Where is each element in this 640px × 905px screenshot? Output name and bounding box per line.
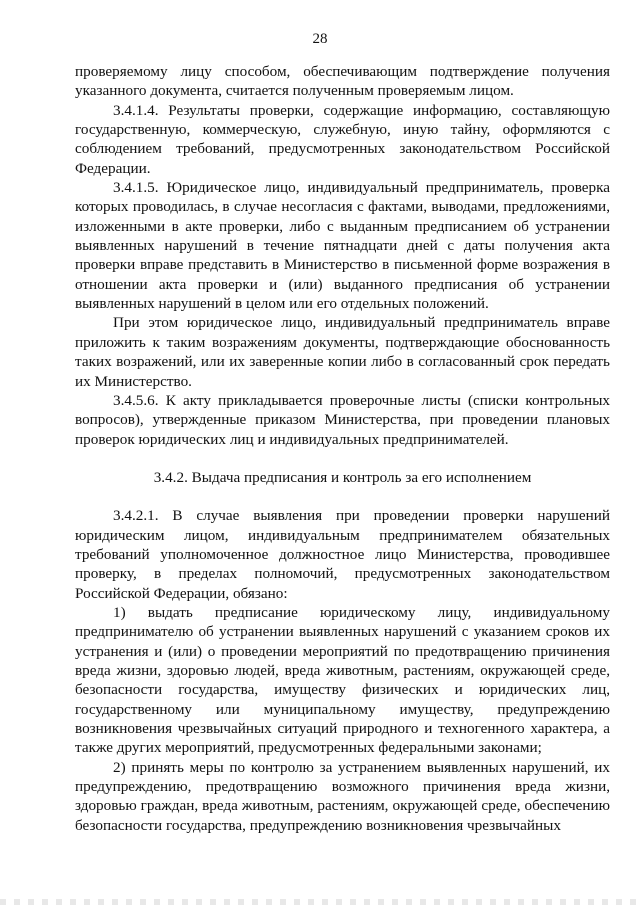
paragraph-3-4-1-4: 3.4.1.4. Результаты проверки, содержащие информацию, составляющую государственную, коммерческую, служебную, иную тайну, оформляются с соблюдением требований, предусмотренных законодательством Российской Федерации. [75, 101, 610, 177]
list-item-2: 2) принять меры по контролю за устранением выявленных нарушений, их предупреждению, предотвращению возможного причинения вреда жизни, здоровью граждан, вреда животным, растениям, окружающей среде, обеспечению безопасности государства, предупреждению возникновения чрезвычайных [75, 758, 610, 834]
paragraph-objections: При этом юридическое лицо, индивидуальный предприниматель вправе приложить к таким возражениям документы, подтверждающие обоснованность таких возражений, или их заверенные копии либо в согласованный срок передать их Министерство. [75, 314, 610, 390]
section-heading: 3.4.2. Выдача предписания и контроль за его исполнением [153, 468, 532, 486]
document-body [75, 62, 610, 835]
page-number: 28 [312, 31, 328, 47]
paragraph-continuation: проверяемому лицу способом, обеспечивающим подтверждение получения указанного документа, считается полученным проверяемым лицом. [75, 63, 610, 100]
paragraph-3-4-1-5: 3.4.1.5. Юридическое лицо, индивидуальный предприниматель, проверка которых проводилась, в случае несогласия с фактами, выводами, предложениями, изложенными в акте проверки, либо с выданным предписанием об устранении выявленных нарушений в течение пятнадцати дней с даты получения акта проверки вправе представить в Министерство в письменной форме возражения в отношении акта проверки и (или) выданного предписания об устранении выявленных нарушений в целом или его отдельных положений. [75, 179, 610, 313]
list-item-1: 1) выдать предписание юридическому лицу, индивидуальному предпринимателю об устранении выявленных нарушений с указанием сроков их устранения и (или) о проведении мероприятий по предотвращению причинения вреда жизни, здоровью людей, вреда животным, растениям, окружающей среде, безопасности государства, имуществу физических и юридических лиц, государственному или муниципальному имуществу, предупреждению возникновения чрезвычайных ситуаций природного и техногенного характера, а также других мероприятий, предусмотренных федеральными законами; [75, 603, 610, 757]
paragraph-3-4-5-6: 3.4.5.6. К акту прикладывается проверочные листы (списки контрольных вопросов), утвержденные приказом Министерства, при проведении плановых проверок юридических лиц и индивидуальных предпринимателей. [75, 391, 610, 448]
scan-edge-artifact [0, 899, 640, 905]
paragraph-3-4-2-1: 3.4.2.1. В случае выявления при проведении проверки нарушений юридическим лицом, индивидуальным предпринимателем обязательных требований уполномоченное должностное лицо Министерства, проводившее проверку, в пределах полномочий, предусмотренных законодательством Российской Федерации, обязано: [75, 507, 610, 602]
